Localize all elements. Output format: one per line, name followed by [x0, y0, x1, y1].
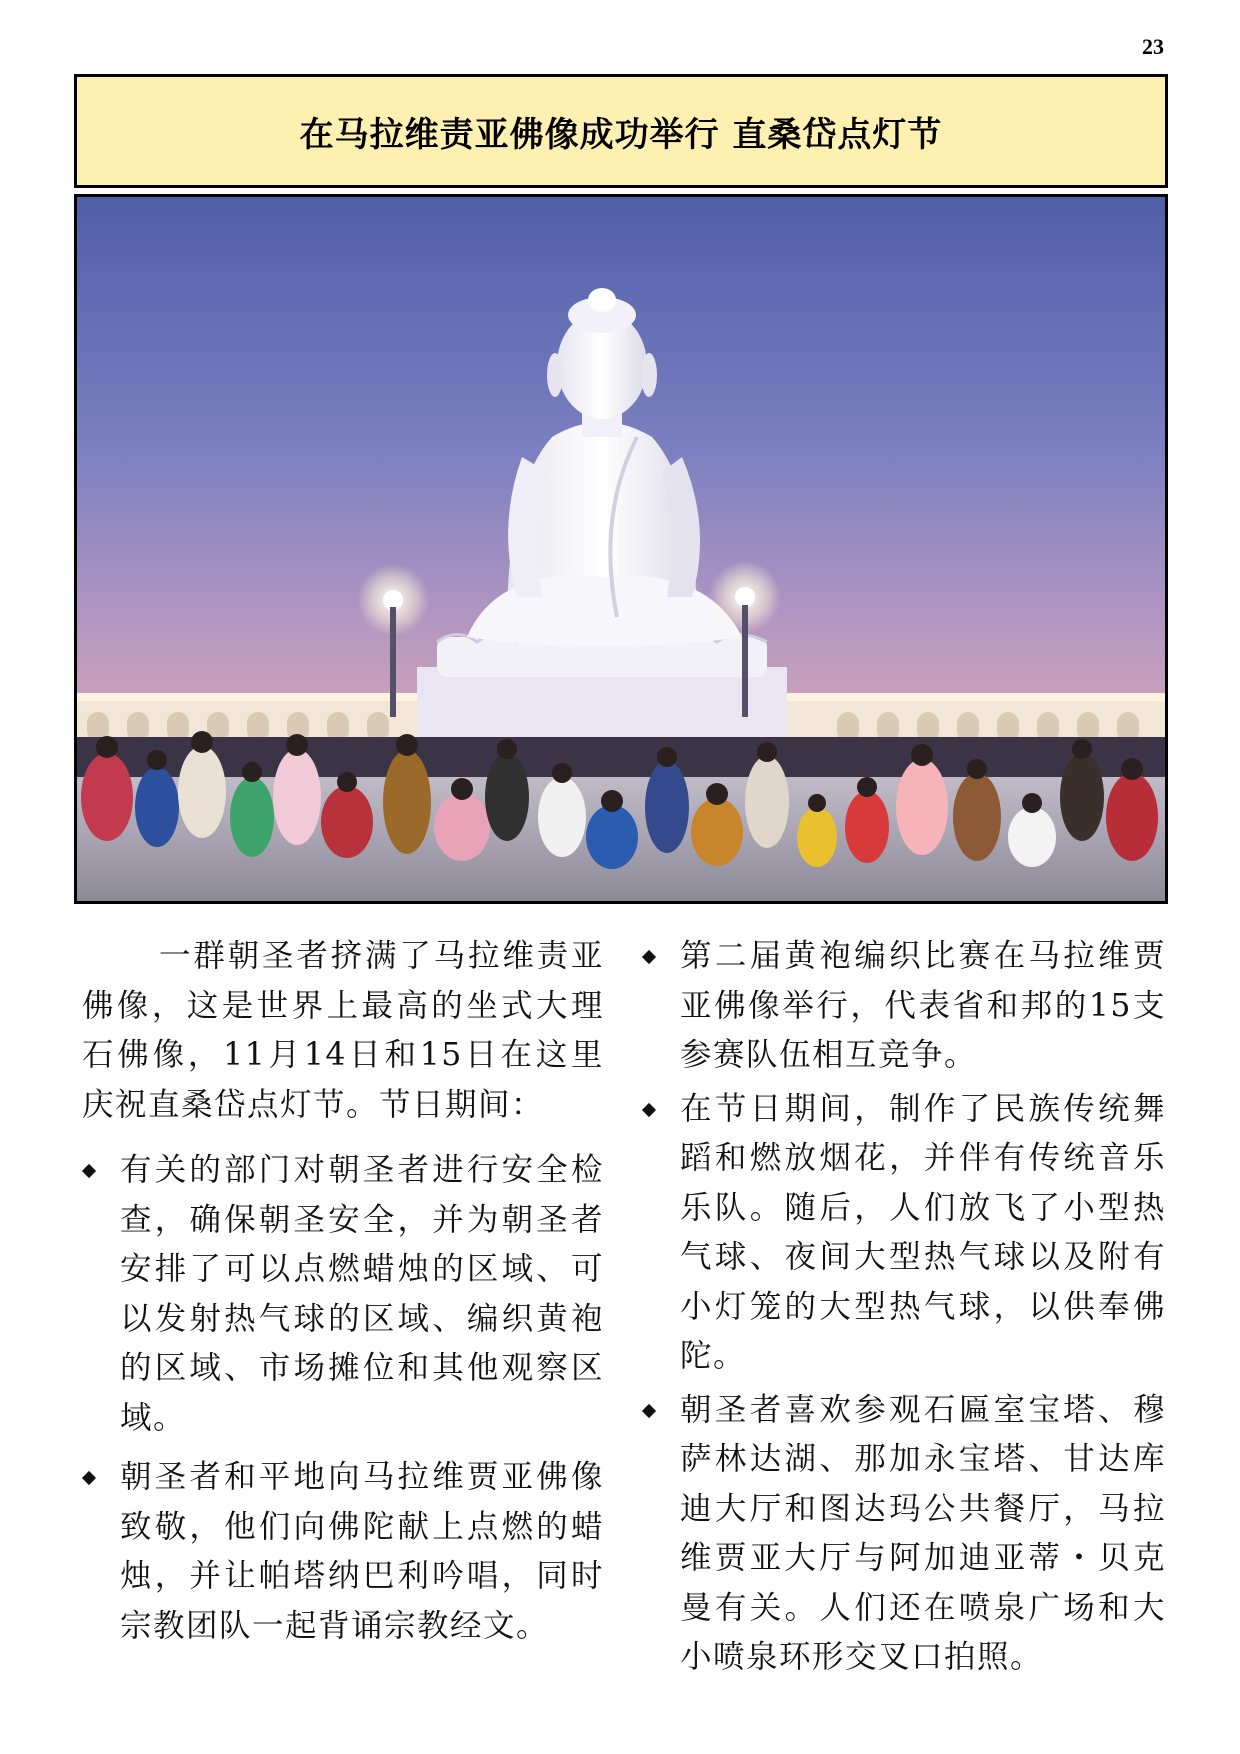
right-bullet-list	[642, 932, 1166, 1683]
left-column	[82, 932, 604, 1661]
intro-paragraph: 一群朝圣者挤满了马拉维责亚佛像，这是世界上最高的坐式大理石佛像，11月14日和15日在这里庆祝直桑岱点灯节。节日期间：	[82, 938, 604, 1123]
left-bullet-list	[82, 1146, 604, 1651]
list-item	[642, 1386, 1166, 1683]
list-item	[82, 1146, 604, 1443]
list-item	[82, 1453, 604, 1651]
diamond-bullet-icon	[642, 1403, 656, 1417]
list-item-text: 朝圣者喜欢参观石匾室宝塔、穆萨林达湖、那加永宝塔、甘达库迪大厅和图达玛公共餐厅，马拉维贾亚大厅与阿加迪亚蒂・贝克曼有关。人们还在喷泉广场和大小喷泉环形交叉口拍照。	[680, 1391, 1166, 1675]
diamond-bullet-icon	[82, 1471, 96, 1485]
page-title: 在马拉维责亚佛像成功举行 直桑岱点灯节	[299, 114, 943, 155]
list-item-text: 在节日期间，制作了民族传统舞蹈和燃放烟花，并伴有传统音乐乐队。随后，人们放飞了小型热气球、夜间大型热气球以及附有小灯笼的大型热气球，以供奉佛陀。	[680, 1090, 1166, 1374]
diamond-bullet-icon	[642, 1102, 656, 1116]
list-item	[642, 932, 1166, 1081]
list-item-text: 有关的部门对朝圣者进行安全检查，确保朝圣安全，并为朝圣者安排了可以点燃蜡烛的区域、可以发射热气球的区域、编织黄袍的区域、市场摊位和其他观察区域。	[120, 1152, 604, 1436]
festival-photo	[74, 194, 1168, 904]
page-number: 23	[1142, 34, 1164, 59]
list-item-text: 朝圣者和平地向马拉维贾亚佛像致敬，他们向佛陀献上点燃的蜡烛，并让帕塔纳巴利吟唱，同时宗教团队一起背诵宗教经文。	[120, 1459, 604, 1644]
title-banner	[74, 74, 1168, 188]
list-item-text: 第二届黄袍编织比赛在马拉维贾亚佛像举行，代表省和邦的15支参赛队伍相互竞争。	[680, 938, 1166, 1073]
buddha-statue-icon	[407, 288, 797, 762]
right-column	[642, 932, 1166, 1687]
diamond-bullet-icon	[642, 950, 656, 964]
diamond-bullet-icon	[82, 1164, 96, 1178]
list-item	[642, 1085, 1166, 1382]
